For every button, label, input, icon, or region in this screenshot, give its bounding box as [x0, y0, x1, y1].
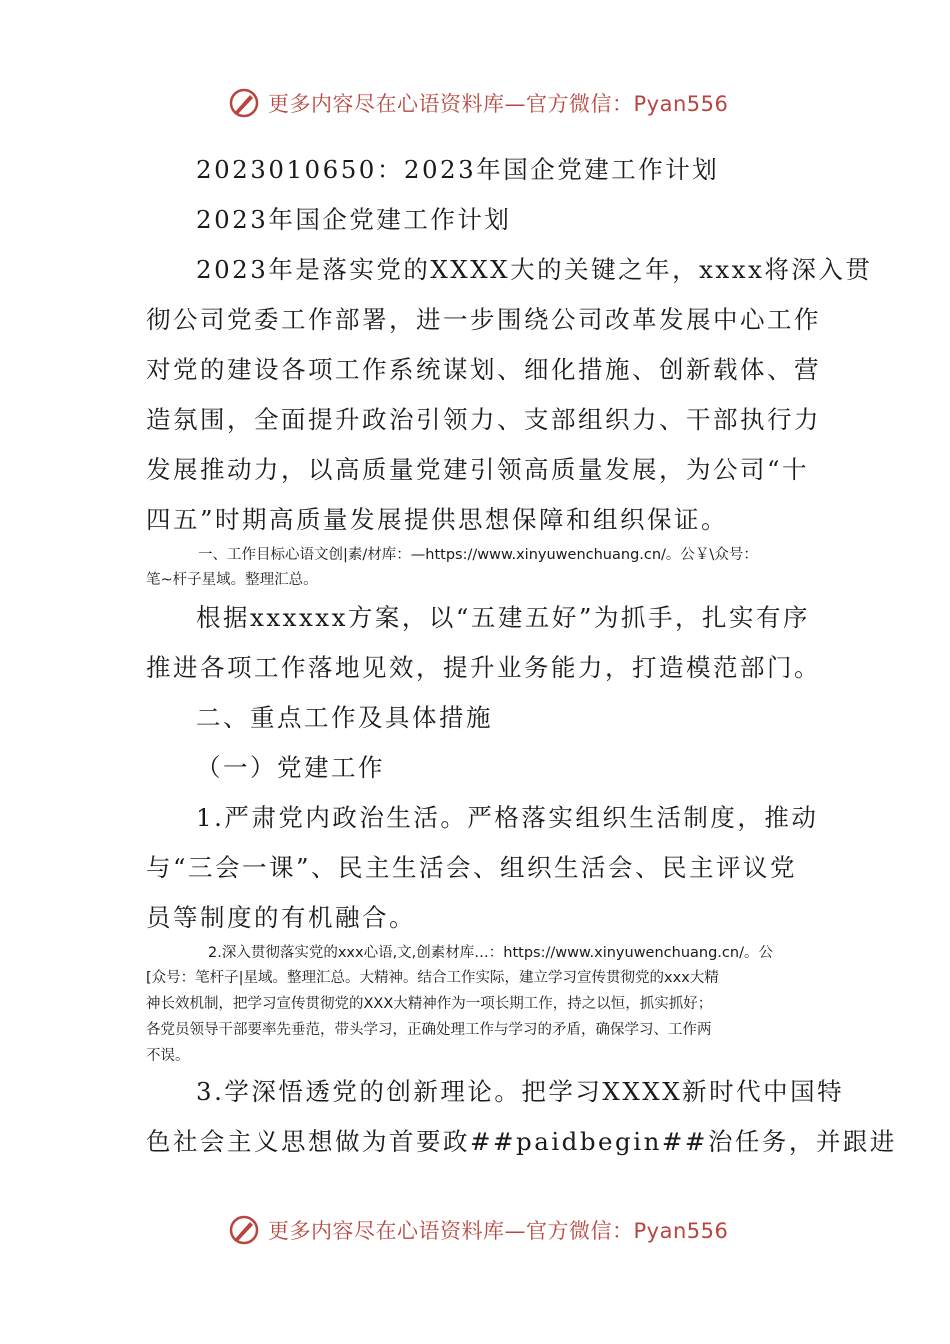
body-line: 3.学深悟透党的创新理论。把学习XXXX新时代中国特 — [196, 1077, 845, 1106]
body-line: 发展推动力，以高质量党建引领高质量发展，为公司“十 — [146, 455, 810, 484]
header-banner — [228, 83, 728, 123]
body-line: 四五”时期高质量发展提供思想保障和组织保证。 — [146, 505, 729, 534]
inserted-note-line: 笔~杆子星域。整理汇总。 — [146, 572, 318, 588]
body-line: 员等制度的有机融合。 — [146, 903, 416, 932]
body-line: 色社会主义思想做为首要政##paidbegin##治任务，并跟进 — [146, 1127, 897, 1156]
footer-banner — [228, 1210, 728, 1250]
footer-banner-text: 更多内容尽在心语资料库—官方微信：Pyan556 — [268, 1219, 729, 1243]
subsection-heading: （一）党建工作 — [196, 753, 385, 782]
body-line: 与“三会一课”、民主生活会、组织生活会、民主评议党 — [146, 853, 798, 882]
body-line: 2023年是落实党的XXXX大的关键之年，xxxx将深入贯 — [196, 255, 873, 284]
document-title: 2023年国企党建工作计划 — [196, 205, 512, 234]
body-line: 彻公司党委工作部署，进一步围绕公司改革发展中心工作 — [146, 305, 821, 334]
inserted-note-line: 一、工作目标心语文创|素/材库：—https://www.xinyuwenchuang.cn/。公￥\众号： — [198, 547, 758, 563]
body-line: 造氛围，全面提升政治引领力、支部组织力、干部执行力 — [146, 405, 821, 434]
section-heading: 二、重点工作及具体措施 — [196, 703, 493, 732]
inserted-note-line: 神长效机制，把学习宣传贯彻党的XXX大精神作为一项长期工作，持之以恒，抓实抓好； — [146, 996, 713, 1012]
inserted-note-line: [众号：笔杆子|星域。整理汇总。大精神。结合工作实际，建立学习宣传贯彻党的xxx大精 — [146, 970, 719, 986]
pen-logo-icon — [228, 87, 260, 119]
inserted-note-line: 2.深入贯彻落实党的xxx心语,文,创素材库…：https://www.xinyuwenchuang.cn/。公 — [208, 945, 773, 961]
header-banner-text: 更多内容尽在心语资料库—官方微信：Pyan556 — [268, 92, 729, 116]
inserted-note-line: 各党员领导干部要率先垂范，带头学习，正确处理工作与学习的矛盾，确保学习、工作两 — [146, 1022, 712, 1038]
pen-logo-icon — [228, 1214, 260, 1246]
body-line: 1.严肃党内政治生活。严格落实组织生活制度，推动 — [196, 803, 819, 832]
body-line: 推进各项工作落地见效，提升业务能力，打造模范部门。 — [146, 653, 821, 682]
body-line: 对党的建设各项工作系统谋划、细化措施、创新载体、营 — [146, 355, 821, 384]
inserted-note-line: 不误。 — [146, 1048, 190, 1064]
document-id-title: 2023010650：2023年国企党建工作计划 — [196, 155, 720, 184]
body-line: 根据xxxxxx方案，以“五建五好”为抓手，扎实有序 — [196, 603, 810, 632]
